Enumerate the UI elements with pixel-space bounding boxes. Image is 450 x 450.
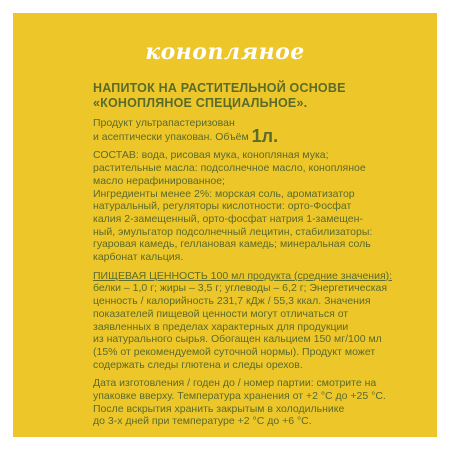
nutrition-line: заявленных в пределах характерных для продукции: [93, 320, 349, 333]
nutrition-line: ПИЩЕВАЯ ЦЕННОСТЬ 100 мл продукта (средние значения):: [93, 269, 393, 282]
composition-line: растительные масла: подсолнечное масло, конопляное: [93, 162, 366, 175]
composition-line: СОСТАВ: вода, рисовая мука, конопляная мука;: [93, 149, 329, 162]
composition-line: Ингредиенты менее 2%: морская соль, ароматизатор: [93, 187, 355, 200]
product-title: [93, 81, 393, 111]
product-description: [93, 117, 393, 146]
description-line: и асептически упакован. Объём: [93, 130, 252, 143]
composition-line: ный, эмульгатор подсолнечный лецитин, стабилизаторы:: [93, 225, 373, 238]
product-title-line: «КОНОПЛЯНОЕ СПЕЦИАЛЬНОЕ».: [93, 96, 308, 110]
volume-value: 1л.: [251, 125, 279, 146]
composition-line: калия 2-замещенный, орто-фосфат натрия 1-замещен-: [93, 212, 363, 225]
package-label: [13, 13, 437, 437]
nutrition-line: показателей пищевой ценности могут отличаться от: [93, 307, 349, 320]
composition-line: натуральный, регуляторы кислотности: орто-Фосфат: [93, 200, 352, 213]
nutrition-section: [93, 270, 393, 372]
product-title-line: НАПИТОК НА РАСТИТЕЛЬНОЙ ОСНОВЕ: [93, 81, 346, 95]
composition-line: карбонат кальция.: [93, 251, 184, 264]
composition-line: гуаровая камедь, геллановая камедь; минеральная соль: [93, 238, 371, 251]
nutrition-line: из натурального сырья. Обогащен кальцием 150 мг/100 мл: [93, 333, 382, 346]
label-text-block: [93, 81, 393, 428]
storage-section: [93, 377, 393, 428]
composition-line: масло нерафинированное;: [93, 174, 225, 187]
storage-line: Дата изготовления / годен до / номер партии: смотрите на: [93, 377, 377, 390]
composition-section: [93, 149, 393, 263]
nutrition-line: (15% от рекомендуемой суточной нормы). Продукт может: [93, 345, 376, 358]
storage-line: После вскрытия хранить закрытым в холодильнике: [93, 402, 345, 415]
nutrition-line: белки – 1,0 г; жиры – 3,5 г; углеводы – 6,2 г; Энергетическая: [93, 282, 388, 295]
nutrition-line: ценность / калорийность 231,7 кДж / 55,3 ккал. Значения: [93, 295, 371, 308]
storage-line: до 3-х дней при температуре +2 °С до +6 °С.: [93, 415, 312, 428]
description-line: Продукт ультрапастеризован: [93, 117, 235, 129]
nutrition-line: содержать следы глютена и следы орехов.: [93, 358, 303, 371]
storage-line: упаковке вверху. Температура хранения от +2 °С до +25 °С.: [93, 390, 386, 403]
brand-name: конопляное: [145, 39, 305, 65]
